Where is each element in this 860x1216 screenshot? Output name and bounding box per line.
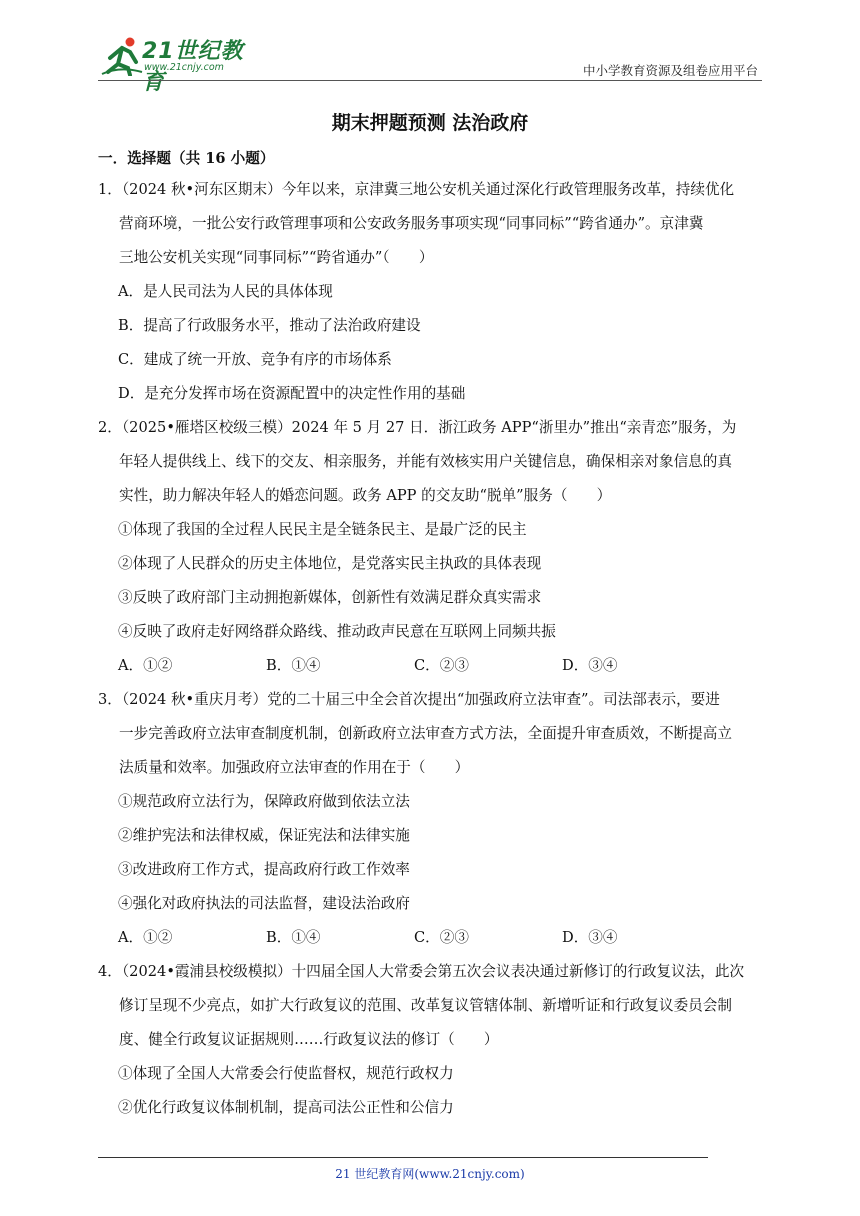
question-stem: 2．（2025•雁塔区校级三模）2024 年 5 月 27 日．浙江政务 APP“浙里办”推出“亲青恋”服务，为 年轻人提供线上、线下的交友、相亲服务，并能有效核实用户关键信息，确保相亲对象信息的真 实性，助力解决年轻人的婚恋问题。政务 APP 的交友助“脱单”服务（ ） [98, 419, 737, 504]
choice-c: C．②③ [414, 929, 469, 946]
logo-text: 21世纪教育 [142, 39, 244, 95]
logo [98, 30, 258, 95]
choice-c: C．②③ [414, 657, 469, 674]
header-divider [98, 80, 762, 81]
platform-name: 中小学教育资源及组卷应用平台 [582, 63, 758, 78]
page-header [98, 30, 762, 95]
question-stem: 3．（2024 秋•重庆月考）党的二十届三中全会首次提出“加强政府立法审查”。司法部表示，要进 一步完善政府立法审查制度机制，创新政府立法审查方式方法，全面提升审查质效，不断提高立 法质量和效率。加强政府立法审查的作用在于（ ） [98, 691, 732, 776]
statement-4: ④强化对政府执法的司法监督，建设法治政府 [118, 895, 410, 912]
question-stem: 1．（2024 秋•河东区期末）今年以来，京津冀三地公安机关通过深化行政管理服务改革，持续优化 营商环境，一批公安行政管理事项和公安政务服务事项实现“同事同标”“跨省通办”。京津冀 三地公安机关实现“同事同标”“跨省通办”（ ） [98, 181, 735, 266]
statement-2: ②体现了人民群众的历史主体地位，是党落实民主执政的具体表现 [118, 555, 542, 572]
footer-divider [98, 1157, 708, 1158]
question-2 [98, 411, 764, 683]
question-list [98, 145, 764, 1125]
option-b: B．提高了行政服务水平，推动了法治政府建设 [118, 317, 421, 334]
statement-2: ②优化行政复议体制机制，提高司法公正性和公信力 [118, 1099, 454, 1116]
option-c: C．建成了统一开放、竞争有序的市场体系 [118, 351, 392, 368]
choice-b: B．①④ [266, 657, 321, 674]
question-4 [98, 955, 764, 1125]
statement-3: ③反映了政府部门主动拥抱新媒体，创新性有效满足群众真实需求 [118, 589, 542, 606]
choice-row [98, 921, 764, 955]
question-1 [98, 173, 764, 411]
question-stem: 4．（2024•霞浦县校级模拟）十四届全国人大常委会第五次会议表决通过新修订的行政复议法，此次 修订呈现不少亮点，如扩大行政复议的范围、改革复议管辖体制、新增听证和行政复议委员会制 度、健全行政复议证据规则……行政复议法的修订（ ） [98, 963, 745, 1048]
footer-text: 21 世纪教育网(www.21cnjy.com) [335, 1167, 525, 1181]
choice-a: A．①② [118, 657, 173, 674]
statement-4: ④反映了政府走好网络群众路线、推动政声民意在互联网上同频共振 [118, 623, 556, 640]
question-3 [98, 683, 764, 955]
logo-url: www.21cnjy.com [144, 62, 224, 73]
statement-1: ①规范政府立法行为，保障政府做到依法立法 [118, 793, 410, 810]
choice-row [98, 649, 764, 683]
choice-d: D．③④ [562, 929, 618, 946]
choice-d: D．③④ [562, 657, 618, 674]
choice-b: B．①④ [266, 929, 321, 946]
option-d: D．是充分发挥市场在资源配置中的决定性作用的基础 [118, 385, 466, 402]
option-a: A．是人民司法为人民的具体体现 [118, 283, 333, 300]
statement-1: ①体现了我国的全过程人民民主是全链条民主、是最广泛的民主 [118, 521, 527, 538]
statement-2: ②维护宪法和法律权威，保证宪法和法律实施 [118, 827, 410, 844]
statement-3: ③改进政府工作方式，提高政府行政工作效率 [118, 861, 410, 878]
runner-logo-icon [100, 36, 144, 76]
page-title: 期末押题预测 法治政府 [331, 112, 529, 134]
section-heading: 一．选择题（共 16 小题） [98, 150, 275, 167]
choice-a: A．①② [118, 929, 173, 946]
statement-1: ①体现了全国人大常委会行使监督权，规范行政权力 [118, 1065, 454, 1082]
